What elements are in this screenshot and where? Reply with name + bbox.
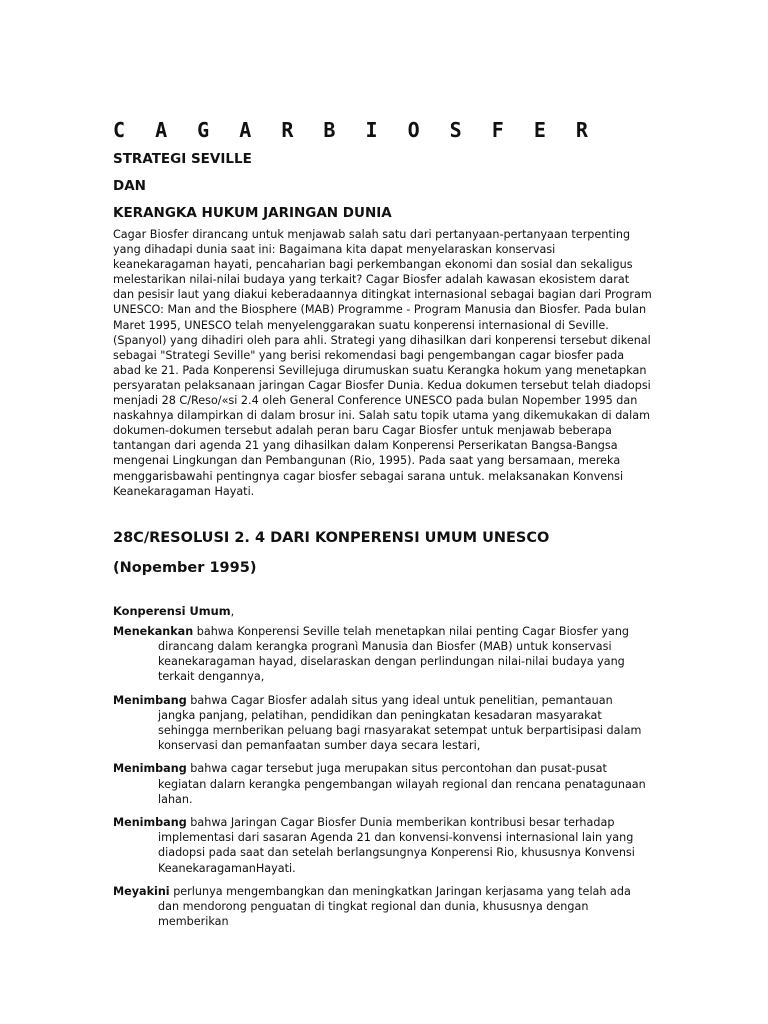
clause-keyword: Menimbang <box>113 762 187 776</box>
clause-keyword: Menimbang <box>113 693 187 707</box>
clause-keyword: Menekankan <box>113 624 194 638</box>
clause-text: bahwa cagar tersebut juga merupakan situs percontohan dan pusat-pusat kegiatan dalarn kerangka pengembangan wilayah regional dan rencana penatagunaan lahan. <box>158 762 646 806</box>
intro-paragraph: Cagar Biosfer dirancang untuk menjawab salah satu dari pertanyaan-pertanyaan terpenting yang dihadapi dunia saat ini: Bagaimana kita dapat menyelaraskan konservasi keanekaragaman hayati, pencaharian bagi perkembangan ekonomi dan sosial dan sekaligus melestarikan nilai-nilai budaya yang terkait? Cagar Biosfer adalah kawasan ekosistem darat dan pesisir laut yang diakui keberadaannya ditingkat internasional sebagai bagian dari Program UNESCO: Man and the Biosphere (MAB) Programme - Program Manusia dan Biosfer. Pada bulan Maret 1995, UNESCO telah menyelenggarakan suatu konperensi internasional di Seville.(Spanyol) yang dihadiri oleh para ahli. Strategi yang dihasilkan dari konperensi tersebut dikenal sebagai "Strategi Seville" yang berisi rekomendasi bagi pengembangan cagar biosfer pada abad ke 21. Pada Konperensi Sevillejuga dirumuskan suatu Kerangka hokum yang menetapkan persyaratan pelaksanaan jaringan Cagar Biosfer Dunia. Kedua dokumen tersebut telah diadopsi menjadi 28 C/Reso/«si 2.4 oleh General Conference UNESCO pada bulan Nopember 1995 dan naskahnya dilampirkan di dalam brosur ini. Salah satu topik utama yang dikemukakan di dalam dokumen-dokumen tersebut adalah peran baru Cagar Biosfer untuk menjawab beberapa tantangan dari agenda 21 yang dihasilkan dalam Konperensi Perserikatan Bangsa-Bangsa mengenai Lingkungan dan Pembangunan (Rio, 1995). Pada saat yang bersamaan, mereka menggarisbawahi pentingnya cagar biosfer sebagai sarana untuk. melaksanakan Konvensi Keanekaragaman Hayati. <box>113 228 652 498</box>
clause-meyakini <box>113 884 653 930</box>
konperensi-umum-label: Konperensi Umum <box>113 603 231 618</box>
document-content <box>113 118 653 929</box>
section-title-date: (Nopember 1995) <box>113 559 257 576</box>
clause-menimbang-1 <box>113 693 653 754</box>
clause-text: bahwa Konperensi Seville telah menetapkan nilai penting Cagar Biosfer yang dirancang dalam kerangka progranì Manusia dan Biosfer (MAB) untuk konservasi keanekaragaman hayad, diselaraskan dengan perlindungan nilai-nilai budaya yang terkait dengannya, <box>158 624 630 684</box>
clause-keyword: Meyakini <box>113 884 170 898</box>
konperensi-umum-suffix: , <box>230 603 235 618</box>
subtitle-kerangka-hukum: KERANGKA HUKUM JARINGAN DUNIA <box>113 205 392 221</box>
clause-menimbang-2 <box>113 761 653 807</box>
clause-menekankan <box>113 624 653 685</box>
clause-menimbang-3 <box>113 815 653 876</box>
clause-text: bahwa Cagar Biosfer adalah situs yang ideal untuk penelitian, pemantauan jangka panjang, pelatihan, pendidikan dan peningkatan kesadaran masyarakat sehingga mernberikan peluang bagi rnasyarakat setempat untuk berpartisipasi dalam konservasi dan pemanfaatan sumber daya secara lestari, <box>158 693 642 753</box>
clause-keyword: Menimbang <box>113 815 187 829</box>
clause-text: perlunya mengembangkan dan meningkatkan Jaringan kerjasama yang telah ada dan mendorong penguatan di tingkat regional dan dunia, khususnya dengan memberikan <box>158 884 631 929</box>
document-title: C A G A R B I O S F E R <box>113 118 597 142</box>
section-title-resolution: 28C/RESOLUSI 2. 4 DARI KONPERENSI UMUM UNESCO <box>113 529 550 546</box>
subtitle-strategi-seville: STRATEGI SEVILLE <box>113 151 252 167</box>
konperensi-umum-line <box>113 604 653 619</box>
clause-text: bahwa Jaringan Cagar Biosfer Dunia memberikan kontribusi besar terhadap implementasi dari sasaran Agenda 21 dan konvensi-konvensi internasional lain yang diadopsi pada saat dan setelah berlangsungnya Konperensi Rio, khususnya Konvensi KeanekaragamanHayati. <box>158 815 635 875</box>
subtitle-dan: DAN <box>113 178 146 194</box>
